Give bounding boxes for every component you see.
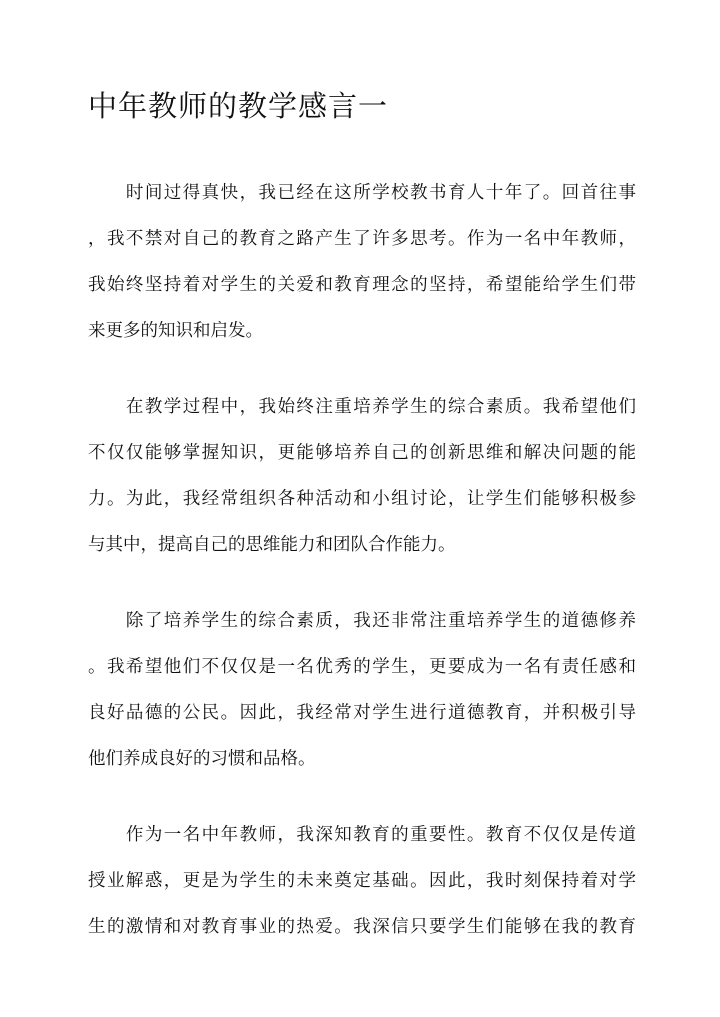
text-line: 生的激情和对教育事业的热爱。我深信只要学生们能够在我的教育 (88, 917, 636, 937)
text-line: 来更多的知识和启发。 (88, 321, 263, 341)
text-line: 时间过得真快，我已经在这所学校教书育人十年了。回首往事 (88, 183, 636, 203)
text-line: 力。为此，我经常组织各种活动和小组讨论，让学生们能够积极参 (88, 489, 636, 509)
text-line: 良好品德的公民。因此，我经常对学生进行道德教育，并积极引导 (88, 703, 636, 723)
text-line: 与其中，提高自己的思维能力和团队合作能力。 (88, 535, 456, 555)
text-line: 在教学过程中，我始终注重培养学生的综合素质。我希望他们 (88, 397, 636, 417)
document-title: 中年教师的教学感言一 (88, 89, 389, 123)
text-line: ，我不禁对自己的教育之路产生了许多思考。作为一名中年教师， (88, 229, 636, 249)
paragraph-3 (88, 598, 636, 782)
paragraph-2 (88, 384, 636, 568)
text-line: 作为一名中年教师，我深知教育的重要性。教育不仅仅是传道 (88, 825, 636, 845)
paragraph-4 (88, 812, 636, 950)
text-line: 授业解惑，更是为学生的未来奠定基础。因此，我时刻保持着对学 (88, 871, 636, 891)
text-line: 我始终坚持着对学生的关爱和教育理念的坚持，希望能给学生们带 (88, 275, 636, 295)
text-line: 不仅仅能够掌握知识，更能够培养自己的创新思维和解决问题的能 (88, 443, 636, 463)
text-line: 。我希望他们不仅仅是一名优秀的学生，更要成为一名有责任感和 (88, 657, 636, 677)
document-body (88, 170, 636, 980)
paragraph-1 (88, 170, 636, 354)
text-line: 除了培养学生的综合素质，我还非常注重培养学生的道德修养 (88, 611, 636, 631)
text-line: 他们养成良好的习惯和品格。 (88, 749, 316, 769)
